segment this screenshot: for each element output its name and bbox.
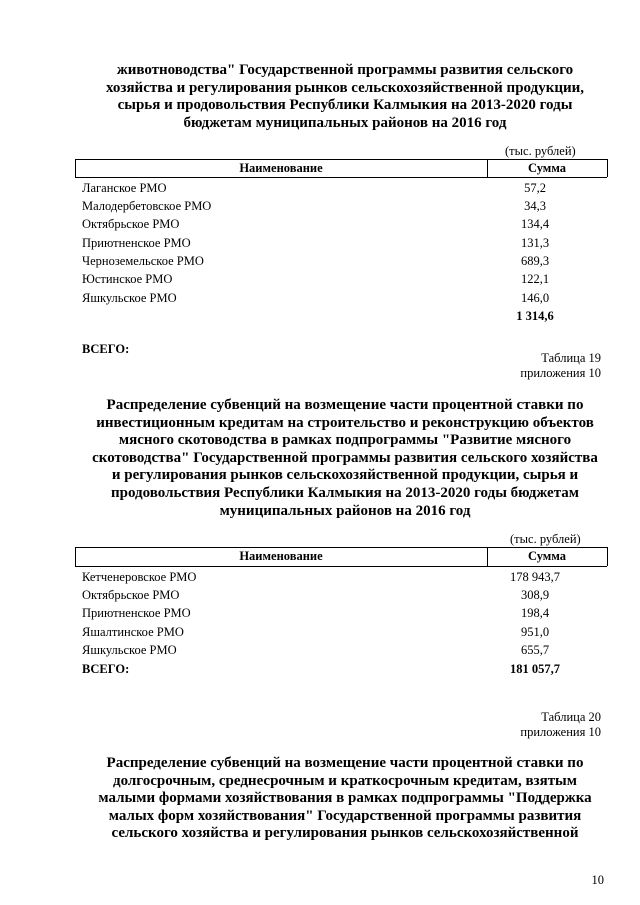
row-value: 131,3 [520,236,550,250]
title-line: продовольствия Республики Калмыкия на 2013-2020 годы бюджетам [111,484,579,501]
column-header-name: Наименование [239,549,323,563]
table-border-right [607,159,608,177]
total-value: 181 057,7 [510,662,560,676]
row-name: Малодербетовское РМО [82,199,212,213]
page-number: 10 [591,873,604,887]
table-number: Таблица 19 [541,351,601,365]
table19-title [75,397,615,520]
appendix-ref: приложения 10 [520,366,601,380]
row-name: Октябрьское РМО [82,588,180,602]
row-name: Яшалтинское РМО [82,625,184,639]
title-line: сырья и продовольствия Республики Калмыкия на 2013-2020 годы [117,97,573,114]
table-number: Таблица 20 [541,710,601,724]
row-value: 655,7 [520,643,550,657]
row-name: Приютненское РМО [82,606,191,620]
row-value: 57,2 [524,181,546,195]
row-value: 951,0 [520,625,550,639]
title-line: муниципальных районов на 2016 год [219,502,471,519]
title-line: животноводства" Государственной программы развития сельского [116,62,574,78]
title-line: малых форм хозяйствования" Государственной программы развития [108,807,582,824]
title-line: бюджетам муниципальных районов на 2016 год [183,114,507,131]
title-line: и регулирования рынков сельскохозяйственной продукции, сырья и [111,467,579,484]
title-line: сельского хозяйства и регулирования рынков сельскохозяйственной [111,825,579,842]
row-name: Кетченеровское РМО [82,570,197,584]
row-value: 308,9 [520,588,550,602]
table-border-right [607,547,608,566]
row-value: 689,3 [520,254,550,268]
table-header-border [75,177,607,178]
row-name: Яшкульское РМО [82,291,177,305]
row-value: 34,3 [524,199,546,213]
row-value: 122,1 [520,272,550,286]
title-line: инвестиционным кредитам на строительство и реконструкцию объектов [96,414,594,431]
table-top-border [75,159,607,160]
title-line: мясного скотоводства в рамках подпрограммы "Развитие мясного [118,432,572,449]
title-line: малыми формами хозяйствования в рамках подпрограммы "Поддержка [98,790,592,807]
row-value: 198,4 [520,606,550,620]
column-header-sum: Сумма [528,549,566,563]
table20-ref [520,710,601,740]
row-name: Приютненское РМО [82,236,191,250]
title-line: долгосрочным, среднесрочным и краткосрочным кредитам, взятым [113,772,577,789]
table-header-border [75,566,607,567]
row-name: Лаганское РМО [82,181,167,195]
title-line: Распределение субвенций на возмещение части процентной ставки по [106,397,584,413]
appendix-ref: приложения 10 [520,725,601,739]
column-header-sum: Сумма [528,161,566,175]
row-value: 134,4 [520,217,550,231]
row-name: Юстинское РМО [82,272,173,286]
table-top-border [75,547,607,548]
total-label: ВСЕГО: [82,662,130,676]
column-header-name: Наименование [239,161,323,175]
title-line: хозяйства и регулирования рынков сельскохозяйственной продукции, [105,79,585,96]
row-value: 146,0 [520,291,550,305]
unit-label: (тыс. рублей) [510,532,581,546]
row-name: Октябрьское РМО [82,217,180,231]
title-line: скотоводства" Государственной программы развития сельского хозяйства [92,449,598,466]
row-name: Черноземельское РМО [82,254,204,268]
row-name: Яшкульское РМО [82,643,177,657]
total-label: ВСЕГО: [82,342,130,356]
unit-label: (тыс. рублей) [505,144,576,158]
table19-ref [520,351,601,381]
row-value: 178 943,7 [510,570,560,584]
section1-title [75,62,615,132]
title-line: Распределение субвенций на возмещение части процентной ставки по [106,755,584,771]
table20-title [75,755,615,843]
total-value: 1 314,6 [516,309,554,323]
